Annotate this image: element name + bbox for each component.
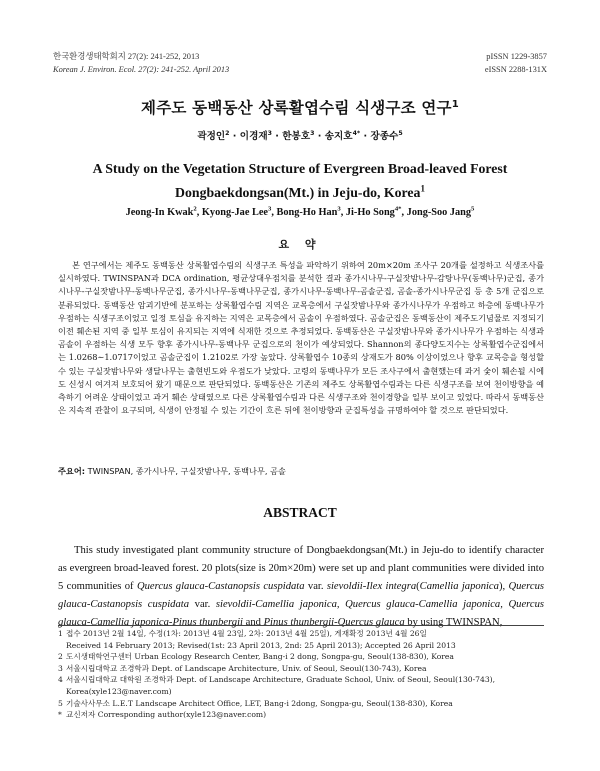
author-affiliation-mark: 2 — [225, 129, 230, 137]
author-name-ko: 송지호 — [324, 131, 353, 142]
footnote-text: 서울시립대학교 대학원 조경학과 Dept. of Landscape Architecture, Graduate School, Univ. of Seoul, Seoul(130-743), Korea(xyle123@naver.com) — [66, 675, 496, 696]
footnote-number — [58, 640, 66, 652]
keywords-korean — [58, 466, 544, 477]
footnote — [58, 674, 544, 697]
abstract-text-segment: ( — [416, 581, 420, 592]
english-abstract-text — [58, 542, 544, 632]
title-english-line1: A Study on the Vegetation Structure of Evergreen Broad-leaved Forest — [92, 161, 508, 176]
author-name-en: Jeong-In Kwak — [125, 207, 194, 218]
footnote — [58, 640, 544, 652]
author-affiliation-mark: 4* — [352, 129, 361, 137]
authors-korean — [0, 128, 600, 142]
title-korean: 제주도 동백동산 상록활엽수림 식생구조 연구$^1$ — [141, 98, 459, 117]
footnote-number: * — [58, 710, 62, 720]
author-separator: · — [314, 131, 325, 142]
author-separator: · — [360, 131, 371, 142]
species-name: sievoldii-Ilex integra — [326, 581, 417, 592]
korean-abstract — [58, 259, 544, 417]
author-affiliation-mark: 4* — [394, 205, 402, 213]
issn-block — [485, 50, 547, 76]
author-name-en: Ji-Ho Song — [345, 207, 395, 218]
species-name: Camellia japonica — [419, 581, 499, 592]
species-name: Pinus thunbergii-Quercus glauca — [263, 617, 405, 628]
author-affiliation-mark: 5 — [398, 129, 403, 137]
english-abstract — [58, 542, 544, 632]
footnote — [58, 663, 544, 675]
abstract-text-segment: ), — [498, 581, 509, 592]
species-name: sievoldii-Camellia japonica, Quercus glauca-Camellia japonica, Quercus glauca-Camellia japonica-Pinus thunbergii — [58, 599, 545, 628]
footnotes — [58, 628, 544, 721]
author-affiliation-mark: 3 — [337, 205, 341, 213]
footnote-number: 3 — [58, 663, 63, 673]
author-separator: · — [271, 131, 283, 142]
author-name-ko: 한봉호 — [282, 131, 311, 142]
keywords-label: 주요어: — [58, 466, 86, 476]
journal-citation-en: Korean J. Environ. Ecol. 27(2): 241-252. April 2013 — [53, 65, 230, 74]
footnote-number: 4 — [58, 675, 63, 685]
footnote — [58, 709, 544, 721]
footnote-number: 5 — [58, 698, 63, 708]
abstract-text-segment: This study investigated plant community structure of Dongbaekdongsan(Mt.) in Jeju-do to identify character as evergreen broad-leaved forest. 20 plots(size is 20m×20m) were set up and plant communities were divided into 5 communities of — [58, 545, 544, 592]
footnote — [58, 628, 544, 640]
journal-citation-ko: 한국환경생태학회지 27(2): 241-252, 2013 — [53, 52, 200, 61]
footnote-text: 기술사사무소 L.E.T Landscape Architect Office, LET, Bang-i 2dong, Songpa-gu, Seoul(138-830), Korea — [66, 698, 453, 708]
author-name-ko: 곽정인 — [197, 131, 226, 142]
authors-english: Jeong-In Kwak$^2$, Kyong-Jae Lee$^3$, Bong-Ho Han$^3$, Ji-Ho Song$^{4*}$, Jong-Soo Jang$^5$ — [125, 205, 475, 218]
title-english — [0, 157, 600, 205]
korean-abstract-heading: 요 약 — [278, 238, 322, 251]
abstract-text-segment: var. — [304, 581, 327, 592]
author-name-en: Jong-Soo Jang — [406, 207, 472, 218]
author-separator: · — [229, 131, 240, 142]
abstract-text-segment: by using TWINSPAN, — [404, 617, 503, 628]
footnote-number: 2 — [58, 652, 63, 662]
author-affiliation-mark: 5 — [471, 205, 475, 213]
species-name: Quercus glauca-Castanopsis cuspidata — [136, 581, 305, 592]
author-affiliation-mark: 3 — [310, 129, 315, 137]
keywords-items: TWINSPAN, 종가시나무, 구실잣밤나무, 동백나무, 곰솔 — [87, 466, 286, 476]
abstract-text-segment: var. — [189, 599, 216, 610]
title-english-line2: Dongbaekdongsan(Mt.) in Jeju-do, Korea$^1$ — [175, 183, 425, 200]
footnote-text: 접수 2013년 2월 14일, 수정(1차: 2013년 4월 23일, 2차: 2013년 4월 25일), 게재확정 2013년 4월 26일 — [66, 629, 427, 638]
author-affiliation-mark: 3 — [267, 129, 272, 137]
species-name: Quercus glauca-Castanopsis cuspidata — [58, 581, 544, 610]
eissn: eISSN 2288-131X — [484, 65, 547, 74]
footnote-number: 1 — [58, 629, 63, 638]
footnote-text: 교신저자 Corresponding author(xyle123@naver.com) — [66, 710, 267, 720]
abstract-text-segment: and — [242, 617, 264, 628]
footnote-divider — [58, 625, 544, 626]
footnote — [58, 698, 544, 710]
korean-abstract-text: 본 연구에서는 제주도 동백동산 상록활엽수림의 식생구조 특성을 파악하기 위하여 20m×20m 조사구 20개를 설정하고 식생조사를 실시하였다. TWINSPAN과 DCA ordination, 평균상대우점치를 분석한 결과 종가시나무-구실잣밤나무-감탕나무(동백나무)군집, 종가시나무-구실잣밤나무-동백나무군집, 종가시나무-동백나무군집, 종가시나무-동백나무-곰솔군집, 곰솔-종가시나무군집 등 총 5개 군집으로 분류되었다. 동백동산 암괴기반에 분포하는 상록활엽수림 지역은 교목층에서 구실잣밤나무와 종가시나무가 우점하고 하층에 동백나무가 우점하는 식생구조이었고 일정 토심을 유지하는 지역은 교목층에서 곰솔이 우점하였다. 곰솔군집은 동백동산이 제주도기념물로 지정되기 이전 훼손된 지역 중 일부 토심이 유지되는 지역에 식재한 것으로 추정되었다. 동백동산은 구실잣밤나무와 종가시나무가 우점하는 식생과 곰솔이 우점하는 식생 모두 향후 종가시나무-동백나무 군집으로의 천이가 예상되었다. Shannon의 종다양도지수는 상록활엽수군집에서는 1.0268∼1.0717이었고 곰솔군집이 1.2102로 가장 높았다. 상록활엽수 10종의 상재도가 80% 이상이었으나 향후 교목층을 형성할 수 있는 구실잣밤나무와 생달나무는 출현빈도와 우점도가 낮았다. 고령의 동백나무가 모든 조사구에서 출현했는데 과거 숯이 훼손될 시에도 신성시 여겨져 보호되어 왔기 때문으로 판단되었다. 동백동산은 기존의 제주도 상록활엽수림과는 다른 식생구조를 보여 천이방향을 예측하기 어려운 상태이었고 과거 훼손 상태였으로 다른 상록활엽수림과 다른 식생구조와 천이경향을 일부 보이고 있었다. 따라서 동백동산은 지속적 관찰이 요구되며, 식생이 안정될 수 있는 기간이 흐른 뒤에 천이방향과 군집특성을 규명하여야 할 것으로 판단되었다. — [58, 260, 544, 416]
author-name-ko: 이경재 — [239, 131, 268, 142]
pissn: pISSN 1229-3857 — [486, 52, 547, 61]
footnote — [58, 651, 544, 663]
footnote-text: Received 14 February 2013; Revised(1st: 23 April 2013, 2nd: 25 April 2013); Accepted 26 April 2013 — [66, 640, 456, 650]
author-name-en: Bong-Ho Han — [276, 207, 338, 218]
author-affiliation-mark: 2 — [193, 205, 197, 213]
journal-citation — [53, 50, 229, 76]
footnote-text: 서울시립대학교 조경학과 Dept. of Landscape Architecture, Univ. of Seoul, Seoul(130-743), Korea — [66, 663, 427, 673]
author-name-en: Kyong-Jae Lee — [201, 207, 268, 218]
author-name-ko: 장종수 — [370, 131, 399, 142]
abstract-heading: ABSTRACT — [263, 505, 337, 520]
author-affiliation-mark: 3 — [267, 205, 272, 213]
footnote-text: 도시생태학연구센터 Urban Ecology Research Center, Bang-i 2 dong, Songpa-gu, Seoul(138-830), Korea — [66, 652, 454, 662]
